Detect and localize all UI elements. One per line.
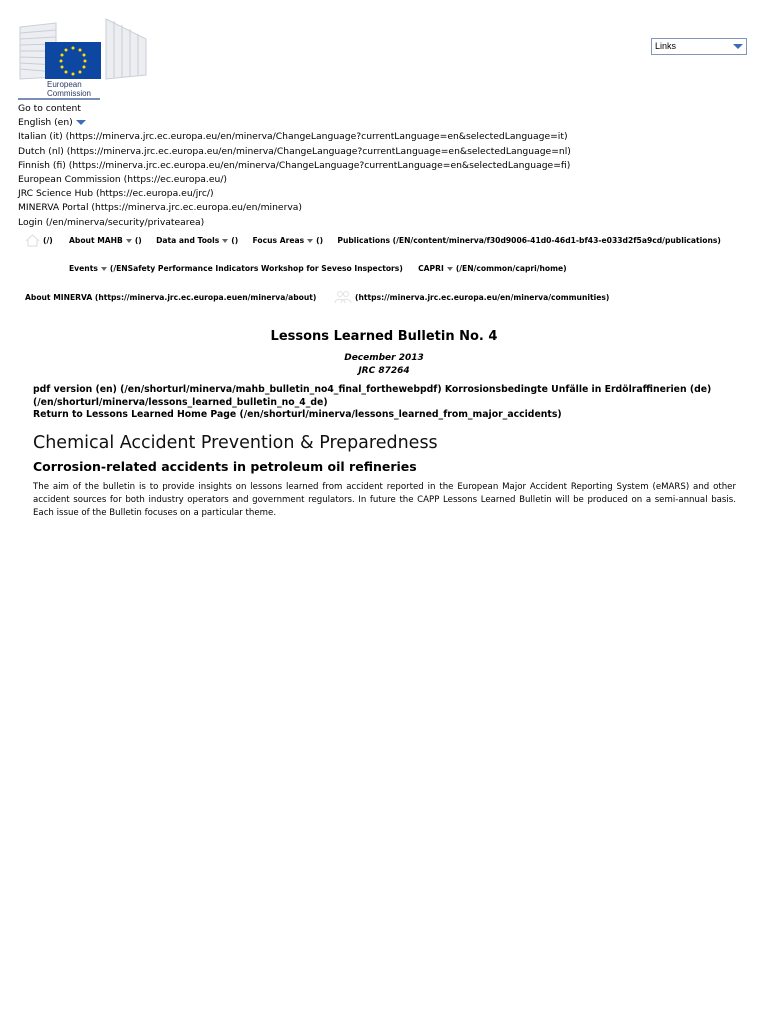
jrc-science-hub-link[interactable]: JRC Science Hub (https://ec.europa.eu/jrc/) [18, 188, 214, 200]
home-icon[interactable] [25, 234, 40, 247]
chevron-down-icon [126, 239, 132, 243]
jrc-number: JRC 87264 [358, 366, 410, 376]
nav-home-link[interactable]: (/) [43, 236, 53, 245]
language-link-it[interactable]: Italian (it) (https://minerva.jrc.ec.europa.eu/en/minerva/ChangeLanguage?currentLanguage=en&selectedLanguage=it) [18, 131, 568, 143]
publication-date: December 2013 [344, 353, 424, 363]
login-link[interactable]: Login (/en/minerva/security/privatearea) [18, 216, 205, 228]
nav-focus-areas[interactable]: Focus Areas () [252, 236, 324, 245]
section-heading: Chemical Accident Prevention & Preparedness [33, 433, 438, 453]
nav-capri[interactable]: CAPRI (/EN/common/capri/home) [418, 264, 567, 273]
intro-paragraph: The aim of the bulletin is to provide insights on lessons learned from accident reported in the European Major Accident Reporting System (eMARS) and other accident sources for both industry operators and government regulators. In future the CAPP Lessons Learned Bulletin will be produced on a semi-annual basis. Each issue of the Bulletin focuses on a particular theme. [33, 482, 736, 518]
skip-to-content-link[interactable]: Go to content [18, 103, 81, 114]
nav-events[interactable]: Events (/ENSafety Performance Indicators Workshop for Seveso Inspectors) [69, 264, 403, 273]
chevron-down-icon [76, 120, 86, 125]
minerva-portal-link[interactable]: MINERVA Portal (https://minerva.jrc.ec.europa.eu/en/minerva) [18, 202, 302, 214]
logo-text: European Commission [47, 80, 92, 98]
pdf-version-link[interactable]: pdf version (en) (/en/shorturl/minerva/mahb_bulletin_no4_final_forthewebpdf) Korrosionsbedingte Unfälle in Erdölraffinerien (de) [33, 384, 712, 395]
communities-icon[interactable] [334, 290, 352, 304]
nav-data-tools[interactable]: Data and Tools () [156, 236, 239, 245]
chevron-down-icon [222, 239, 228, 243]
european-commission-link[interactable]: European Commission (https://ec.europa.eu/) [18, 174, 228, 186]
german-version-link[interactable]: (/en/shorturl/minerva/lessons_learned_bulletin_no_4_de) [33, 396, 328, 408]
nav-publications[interactable]: Publications (/EN/content/minerva/f30d9006-41d0-46d1-bf43-e033d2f5a9cd/publications) [337, 236, 721, 245]
language-link-nl[interactable]: Dutch (nl) (https://minerva.jrc.ec.europa.eu/en/minerva/ChangeLanguage?currentLanguage=en&selectedLanguage=nl) [18, 145, 571, 157]
section-subheading: Corrosion-related accidents in petroleum oil refineries [33, 459, 417, 474]
page-title: Lessons Learned Bulletin No. 4 [270, 329, 498, 344]
chevron-down-icon [307, 239, 313, 243]
nav-communities-link[interactable]: (https://minerva.jrc.ec.europa.eu/en/minerva/communities) [355, 293, 610, 302]
chevron-down-icon [101, 267, 107, 271]
document-links [33, 384, 743, 422]
nav-about-mahb[interactable]: About MAHB () [69, 236, 142, 245]
logo-underline [18, 98, 100, 100]
language-link-fi[interactable]: Finnish (fi) (https://minerva.jrc.ec.europa.eu/en/minerva/ChangeLanguage?currentLanguage=en&selectedLanguage=fi) [18, 159, 571, 171]
top-links [18, 102, 571, 230]
language-selector[interactable]: English (en) [18, 116, 571, 130]
return-home-link[interactable]: Return to Lessons Learned Home Page (/en/shorturl/minerva/lessons_learned_from_major_accidents) [33, 409, 562, 420]
chevron-down-icon [447, 267, 453, 271]
links-dropdown[interactable]: Links [651, 38, 747, 55]
chevron-down-icon [733, 44, 743, 49]
nav-row-2 [69, 264, 567, 273]
nav-about-minerva[interactable]: About MINERVA (https://minerva.jrc.ec.europa.euen/minerva/about) [25, 293, 317, 302]
nav-row-1 [43, 236, 721, 245]
